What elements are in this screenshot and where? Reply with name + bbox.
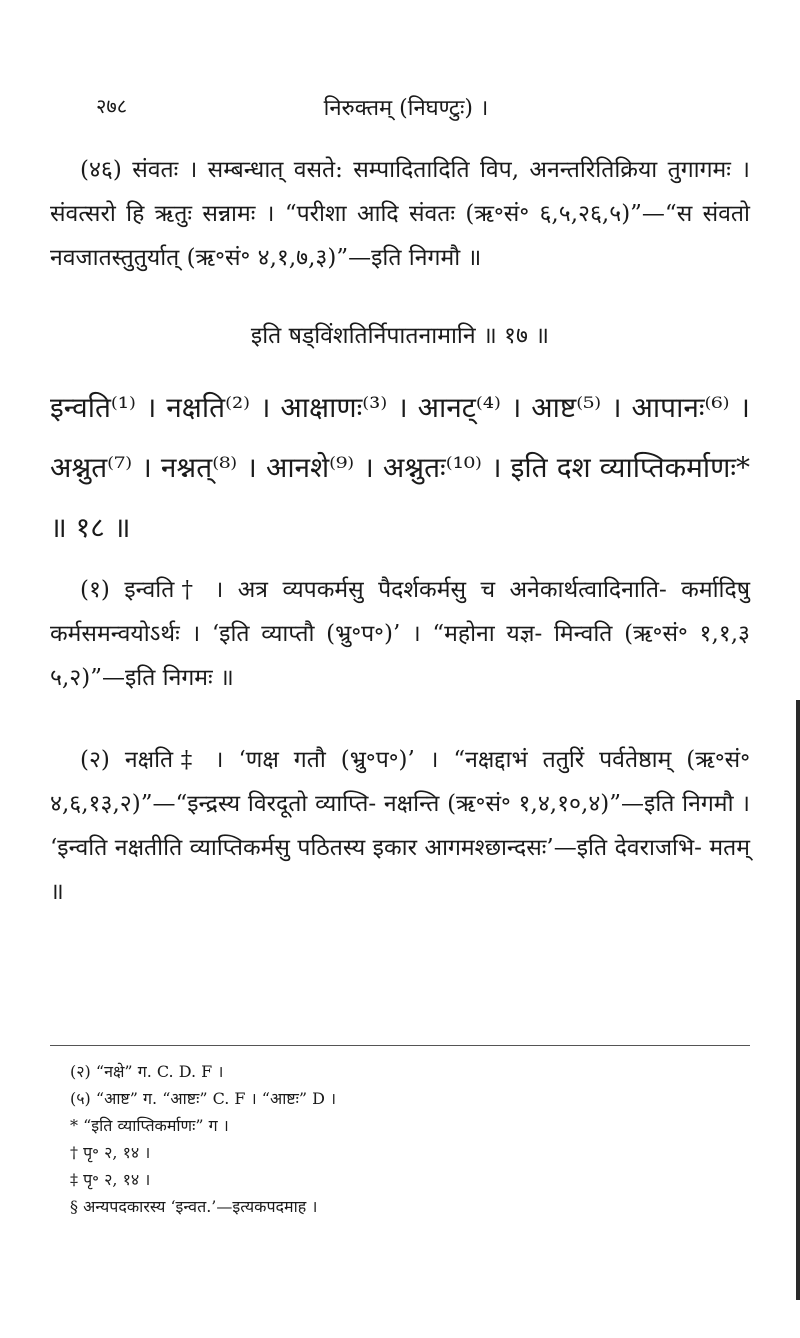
paragraph-46 <box>50 148 750 280</box>
commentary-text-1: (१) इन्वति† । अत्र व्यपकर्मसु पैदर्शकर्मसु च अनेकार्थत्वादिनाति- कर्मादिषु कर्मसमन्वयोऽर्थः । ‘इति व्याप्तौ (भ्रु॰प॰)’ । “महोना यज्ञ- मिन्वति (ऋ॰सं॰ १,१,३ ५,२)”—इति निगमः ॥ <box>50 577 750 691</box>
page-header <box>96 92 696 132</box>
footnote: † पृ॰ २, १४ । <box>70 1143 151 1162</box>
sutra-text: इन्वति⁽¹⁾ । नक्षति⁽²⁾ । आक्षाणः⁽³⁾ । आनट्⁽⁴⁾ । आष्ट⁽⁵⁾ । आपानः⁽⁶⁾ । अश्नुत⁽⁷⁾ । नश्नत्⁽⁸⁾ । आनशे⁽⁹⁾ । अश्नुतः⁽¹⁰⁾ । इति दश व्याप्तिकर्माणः* ॥ १८ ॥ <box>50 391 750 544</box>
commentary-1 <box>50 568 750 700</box>
sutra-list <box>50 378 750 558</box>
footnote-divider <box>50 1045 750 1046</box>
commentary-text-2: (२) नक्षति‡ । ‘णक्ष गतौ (भ्रु॰प॰)’ । “नक्षद्दाभं ततुरिं पर्वतेष्ठाम् (ऋ॰सं॰ ४,६,१३,२)”—“इन्द्रस्य विरदूतो व्याप्ति- नक्षन्ति (ऋ॰सं॰ १,४,१०,४)”—इति निगमौ । ‘इन्वति नक्षतीति व्याप्तिकर्मसु पठितस्य इकार आगमश्छान्दसः’—इति देवराजभि- मतम् ॥ <box>50 747 750 905</box>
footnote: (२) “नक्षे” ग. C. D. F । <box>70 1062 224 1081</box>
running-title: निरुक्तम् (निघण्टुः) । <box>323 96 489 121</box>
footnote: ‡ पृ॰ २, १४ । <box>70 1170 151 1189</box>
page-edge-shadow <box>796 700 800 1300</box>
paragraph-text: (४६) संवतः । सम्बन्धात् वसते: सम्पादितादिति विप, अनन्तरितिक्रिया तुगागमः । संवत्सरो हि ऋतुः सन्नामः । “परीशा आदि संवतः (ऋ॰सं॰ ६,५,२६,५)”—“स संवतो नवजातस्तुतुर्यात् (ऋ॰सं॰ ४,१,७,३)”—इति निगमौ ॥ <box>50 157 750 271</box>
commentary-2 <box>50 738 750 914</box>
footnote: § अन्यपदकारस्य ‘इन्वत.’—इत्यकपदमाह । <box>70 1197 318 1216</box>
section-title: इति षड्विंशतिर्निपातनामानि ॥ १७ ॥ <box>250 323 550 349</box>
page-number: २७८ <box>96 94 128 118</box>
footnote: (५) “आष्ट” ग. “आष्टः” C. F । “आष्टः” D । <box>70 1089 337 1108</box>
footnote: * “इति व्याप्तिकर्माणः” ग । <box>70 1116 229 1135</box>
footnotes <box>70 1058 730 1220</box>
